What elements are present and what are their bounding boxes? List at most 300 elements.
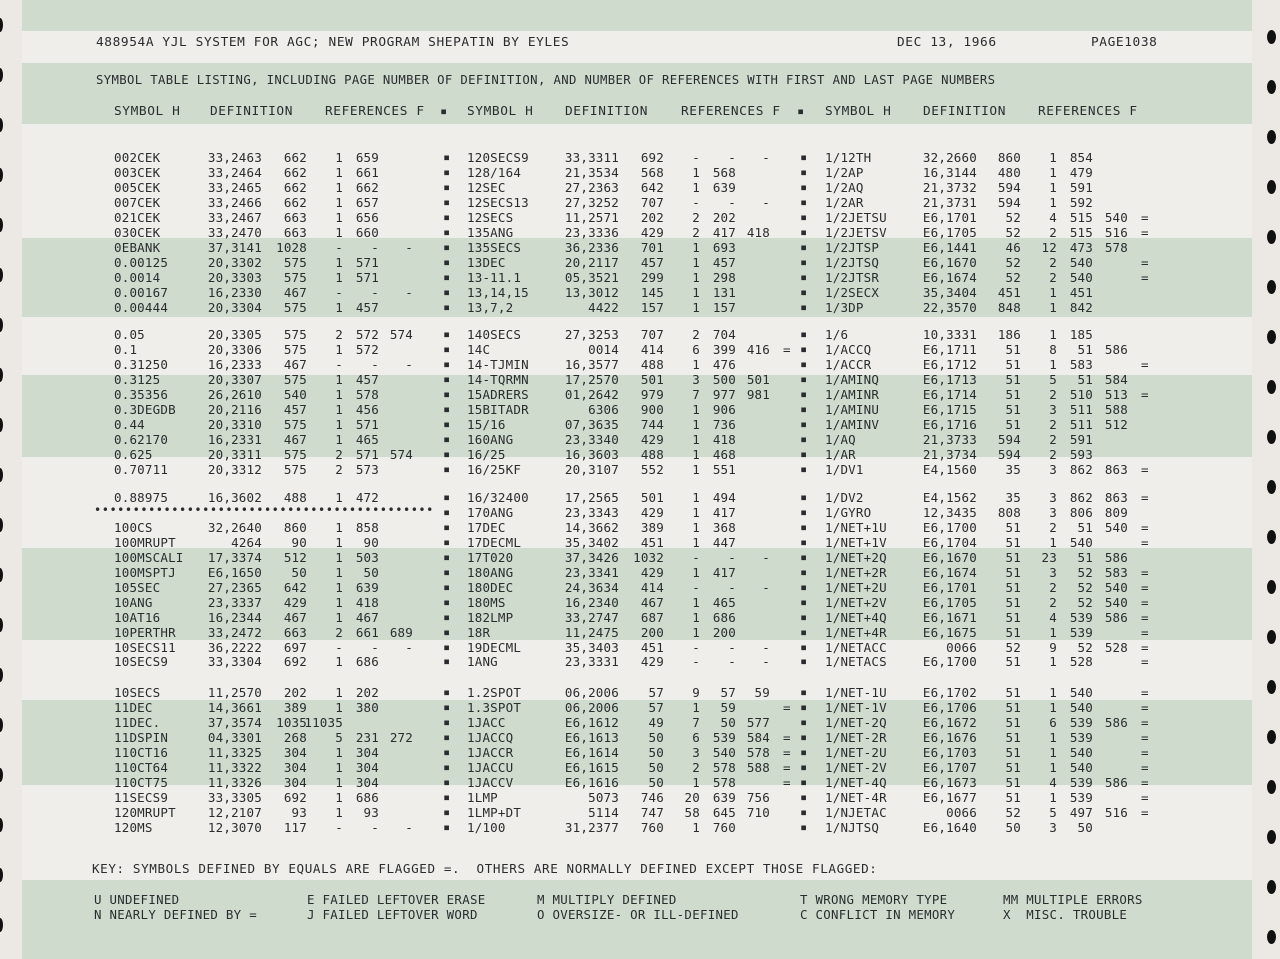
symbol: 0.3DEGDB [114,402,176,417]
column-separator-dot: ▪ [800,490,808,504]
ref-first: 51 [1077,520,1093,535]
column-separator-dot: ▪ [443,490,451,504]
ref-count: 2 [1049,447,1057,462]
ref-first: 539 [1069,610,1093,625]
symbol: 18R [467,625,491,640]
definition: E6,1700 [922,520,977,535]
ref-first: 862 [1069,462,1093,477]
column-separator-dot: ▪ [443,715,451,729]
ref-first: 858 [355,520,379,535]
column-separator-dot: ▪ [443,730,451,744]
column-separator-dot: ▪ [800,285,808,299]
symbol: 0.35356 [114,387,169,402]
ref-count: 1 [1049,357,1057,372]
definition: 06,2006 [564,700,619,715]
key-item: M MULTIPLY DEFINED [537,892,677,907]
ref-last: 528 [1104,640,1128,655]
column-separator-dot: ▪ [800,805,808,819]
ref-first: 511 [1069,417,1093,432]
symbol: 12SECS [467,210,514,225]
ref-first: 693 [712,240,736,255]
symbol: 030CEK [114,225,161,240]
symbol: 1JACCR [467,745,514,760]
flag: = [783,700,791,715]
symbol: 140SECS [467,327,522,342]
definition: 37,3426 [564,550,619,565]
ref-first: 368 [712,520,736,535]
def-page: 51 [1005,745,1021,760]
flag: = [1141,520,1149,535]
def-page: 52 [1005,805,1021,820]
def-page: 692 [283,654,307,669]
def-page: 575 [283,300,307,315]
symbol: 120SECS9 [467,150,529,165]
definition: 21,3731 [922,195,977,210]
symbol: 100CS [114,520,153,535]
def-page: 93 [291,805,307,820]
column-separator-dot: ▪ [800,775,808,789]
ref-count: 1 [335,535,343,550]
key-item: C CONFLICT IN MEMORY [800,907,956,922]
symbol: 10PERTHR [114,625,176,640]
column-separator-dot: ▪ [800,327,808,341]
definition: E6,1700 [922,654,977,669]
tractor-hole [0,268,3,282]
page-number: PAGE1038 [1091,35,1158,50]
symbol: 0.3125 [114,372,161,387]
symbol: 13,14,15 [467,285,529,300]
ref-count: - [692,654,700,669]
definition: E6,1716 [922,417,977,432]
definition: 16,3144 [922,165,977,180]
ref-first: 639 [712,180,736,195]
flag: = [1141,535,1149,550]
ref-last: 540 [1104,210,1128,225]
ref-count: 1 [1049,730,1057,745]
def-page: 51 [1005,580,1021,595]
column-separator-dot: ▪ [800,550,808,564]
symbol: 180DEC [467,580,514,595]
symbol: 16/25KF [467,462,522,477]
ref-first: 473 [1069,240,1093,255]
ref-first: 202 [355,685,379,700]
ref-count: 1 [1049,195,1057,210]
ref-first: 657 [355,195,379,210]
symbol: 1JACC [467,715,506,730]
def-page: 51 [1005,550,1021,565]
symbol: 1JACCQ [467,730,514,745]
def-page: 575 [283,342,307,357]
job-header: 488954A YJL SYSTEM FOR AGC; NEW PROGRAM SHEPATIN BY EYLES [96,35,570,50]
def-page: 467 [283,285,307,300]
column-separator-dot: ▪ [443,685,451,699]
definition: E6,1675 [922,625,977,640]
column-separator-dot: ▪ [443,255,451,269]
ref-first: 540 [712,745,736,760]
symbol: 1/NET-1U [825,685,887,700]
symbol: 14C [467,342,491,357]
ref-count: 1 [335,387,343,402]
ref-last: 574 [389,447,413,462]
ref-count: 1 [335,760,343,775]
ref-count: 1 [335,550,343,565]
ref-first: - [728,195,736,210]
ref-first: 842 [1069,300,1093,315]
definition: 37,3141 [207,240,262,255]
column-separator-dot: ▪ [800,580,808,594]
ref-first: 906 [712,402,736,417]
symbol: 1/100 [467,820,506,835]
def-page: 687 [640,610,664,625]
symbol: 10SECS [114,685,161,700]
ref-count: - [692,150,700,165]
tractor-hole [1267,580,1276,594]
symbol: 0.625 [114,447,153,462]
column-separator-dot: ▪ [443,300,451,314]
ref-last: - [762,580,770,595]
ref-last: - [762,150,770,165]
symbol: 105SEC [114,580,161,595]
ref-first: 51 [1077,372,1093,387]
column-separator-dot: ▪ [443,462,451,476]
symbol: 1/NET-2Q [825,715,887,730]
ref-first: - [728,580,736,595]
ref-first: 52 [1077,640,1093,655]
column-separator-dot: ▪ [440,104,448,118]
symbol: 135ANG [467,225,514,240]
tractor-hole [0,868,3,882]
ref-first: 93 [363,805,379,820]
col-header-symbol: SYMBOL H [825,104,892,119]
print-date: DEC 13, 1966 [897,35,997,50]
definition: E6,1640 [922,820,977,835]
def-page: 52 [1005,210,1021,225]
tractor-hole [0,118,3,132]
ref-first: 661 [355,625,379,640]
def-page: 51 [1005,565,1021,580]
ref-last: 863 [1104,490,1128,505]
def-page: 746 [640,790,664,805]
ref-count: 1 [1049,165,1057,180]
ref-last: 586 [1104,550,1128,565]
tractor-hole [1267,380,1276,394]
ref-count: 2 [1049,595,1057,610]
ref-count: 1 [335,165,343,180]
column-separator-dot: ▪ [443,387,451,401]
definition: 11,2475 [564,625,619,640]
def-page: 51 [1005,654,1021,669]
column-separator-dot: ▪ [443,565,451,579]
definition: E6,1703 [922,745,977,760]
symbol: 1/DV2 [825,490,864,505]
column-separator-dot: ▪ [800,372,808,386]
tractor-hole [1267,280,1276,294]
ref-count: 1 [692,595,700,610]
ref-last: 516 [1104,805,1128,820]
ref-first: 511 [1069,402,1093,417]
def-page: 860 [997,150,1021,165]
def-page: 52 [1005,225,1021,240]
symbol: 1/NET-1V [825,700,887,715]
ref-count: 1 [692,270,700,285]
ref-first: 540 [1069,270,1093,285]
tractor-hole [0,368,3,382]
definition: 21,3534 [564,165,619,180]
def-page: 594 [997,195,1021,210]
def-page: 594 [997,180,1021,195]
ref-count: 1 [335,580,343,595]
definition: 23,3340 [564,432,619,447]
def-page: 488 [640,447,664,462]
symbol: 1/2SECX [825,285,880,300]
definition: 0066 [946,805,977,820]
column-separator-dot: ▪ [443,775,451,789]
symbol: 1/ACCR [825,357,872,372]
ref-last: 756 [746,790,770,805]
def-page: 389 [283,700,307,715]
definition: 20,2117 [564,255,619,270]
ref-last: 588 [1104,402,1128,417]
symbol: 10ANG [114,595,153,610]
ref-count: 23 [1041,550,1057,565]
ref-first: 578 [712,775,736,790]
symbol: 1/NETACC [825,640,887,655]
def-page: 575 [283,327,307,342]
ref-count: 6 [692,730,700,745]
col-header-symbol: SYMBOL H [114,104,181,119]
ref-first: 540 [1069,685,1093,700]
tractor-hole [0,618,3,632]
definition: E6,1674 [922,270,977,285]
ref-first: 418 [712,432,736,447]
symbol: 1/AR [825,447,856,462]
ref-first: 52 [1077,565,1093,580]
symbol: 0.00167 [114,285,169,300]
definition: 16,2330 [207,285,262,300]
flag: = [1141,595,1149,610]
def-page: 304 [283,760,307,775]
symbol: 1/2JTSR [825,270,880,285]
column-separator-dot: ▪ [443,432,451,446]
def-page: 157 [640,300,664,315]
symbol: 0.70711 [114,462,169,477]
def-page: 51 [1005,417,1021,432]
definition: 24,3634 [564,580,619,595]
def-page: 979 [640,387,664,402]
symbol: 19DECML [467,640,522,655]
ref-count: 3 [1049,505,1057,520]
ref-count: 1 [692,462,700,477]
column-separator-dot: ▪ [800,745,808,759]
ref-first: 500 [712,372,736,387]
ref-last: - [405,820,413,835]
definition: 10,3331 [922,327,977,342]
definition: 36,2222 [207,640,262,655]
ref-first: 539 [1069,790,1093,805]
def-page: 429 [640,565,664,580]
ref-count: 1 [692,820,700,835]
column-separator-dot: ▪ [443,745,451,759]
ref-count: 4 [1049,610,1057,625]
ref-count: 3 [1049,565,1057,580]
def-page: 1032 [633,550,664,565]
ref-count: 1 [335,180,343,195]
symbol: 1/NETACS [825,654,887,669]
def-page: 747 [640,805,664,820]
def-page: 429 [640,432,664,447]
column-separator-dot: ▪ [800,520,808,534]
def-page: 186 [997,327,1021,342]
ref-first: 52 [1077,580,1093,595]
def-page: 299 [640,270,664,285]
def-page: 552 [640,462,664,477]
ref-count: - [335,240,343,255]
ref-first: 457 [712,255,736,270]
green-band [22,0,1252,31]
ref-first: 760 [712,820,736,835]
definition: 22,3570 [922,300,977,315]
column-separator-dot: ▪ [443,820,451,834]
def-page: 760 [640,820,664,835]
ref-count: 3 [1049,490,1057,505]
flag: = [1141,715,1149,730]
definition: 20,3303 [207,270,262,285]
definition: 35,3404 [922,285,977,300]
def-page: 692 [640,150,664,165]
flag: = [1141,685,1149,700]
ref-last: 513 [1104,387,1128,402]
column-separator-dot: ▪ [800,165,808,179]
symbol: 1/NET+1V [825,535,887,550]
def-page: 117 [283,820,307,835]
definition: E6,1705 [922,595,977,610]
def-page: 50 [291,565,307,580]
ref-first: 659 [355,150,379,165]
definition: E6,1707 [922,760,977,775]
definition: 27,2363 [564,180,619,195]
ref-count: 1 [335,565,343,580]
def-page: 52 [1005,640,1021,655]
symbol: 1/2JTSQ [825,255,880,270]
definition: 33,2463 [207,150,262,165]
definition: 0066 [946,640,977,655]
ref-last: 416 [746,342,770,357]
tractor-hole [0,568,3,582]
definition: E6,1704 [922,535,977,550]
flag: = [1141,255,1149,270]
ref-count: - [692,640,700,655]
tractor-hole [0,818,3,832]
column-separator-dot: ▪ [443,447,451,461]
ref-first: 583 [1069,357,1093,372]
ref-first: 578 [712,760,736,775]
symbol: 13,7,2 [467,300,514,315]
symbol: 170ANG [467,505,514,520]
ref-first: 418 [355,595,379,610]
ref-last: 710 [746,805,770,820]
def-page: 594 [997,447,1021,462]
definition: 17,2565 [564,490,619,505]
symbol: 180MS [467,595,506,610]
ref-first: 417 [712,565,736,580]
definition: E6,1613 [564,730,619,745]
symbol: 14-TQRMN [467,372,529,387]
ref-first: 704 [712,327,736,342]
tractor-hole [1267,880,1276,894]
ref-first: 456 [355,402,379,417]
ref-count: 1 [335,195,343,210]
ref-count: 2 [1049,387,1057,402]
symbol: 1/NJTSQ [825,820,880,835]
tractor-hole [1267,230,1276,244]
ref-count: 8 [1049,342,1057,357]
tractor-hole [1267,330,1276,344]
column-separator-dot: ▪ [797,104,805,118]
column-separator-dot: ▪ [443,225,451,239]
definition: 4264 [231,535,262,550]
def-page: 692 [283,790,307,805]
tractor-hole [0,468,3,482]
symbol: 100MRUPT [114,535,176,550]
ref-last: 578 [746,745,770,760]
column-separator-dot: ▪ [443,327,451,341]
column-separator-dot: ▪ [800,150,808,164]
flag: = [1141,565,1149,580]
ref-count: 2 [692,210,700,225]
column-separator-dot: ▪ [443,700,451,714]
def-page: 57 [648,685,664,700]
ref-count: 1 [692,505,700,520]
symbol: 1/NET+2Q [825,550,887,565]
definition: 35,3402 [564,535,619,550]
tractor-hole [1267,630,1276,644]
symbol: 0.05 [114,327,145,342]
flag: = [1141,210,1149,225]
definition: 11,3326 [207,775,262,790]
ref-count: 1 [335,372,343,387]
ref-first: 661 [355,165,379,180]
ref-count: 1 [335,805,343,820]
ref-count: 1 [1049,150,1057,165]
tractor-hole [1267,730,1276,744]
symbol: 1/AQ [825,432,856,447]
ref-count: 1 [692,625,700,640]
def-page: 46 [1005,240,1021,255]
definition: 5114 [588,805,619,820]
symbol: 13DEC [467,255,506,270]
ref-count: 1 [335,745,343,760]
definition: 16,2331 [207,432,262,447]
key-item: MM MULTIPLE ERRORS [1003,892,1143,907]
definition: 21,3734 [922,447,977,462]
ref-first: 298 [712,270,736,285]
symbol: 1/NET+2U [825,580,887,595]
ref-last: 574 [389,327,413,342]
ref-count: 2 [1049,270,1057,285]
def-page: 662 [283,195,307,210]
definition: 32,2640 [207,520,262,535]
flag: = [783,342,791,357]
ref-count: 1 [335,255,343,270]
definition: 5073 [588,790,619,805]
column-separator-dot: ▪ [800,432,808,446]
symbol: 1/AMINU [825,402,880,417]
symbol: 1/NET-2V [825,760,887,775]
flag: = [1141,745,1149,760]
symbol: 11DEC [114,700,153,715]
flag: = [1141,490,1149,505]
symbol: 1/DV1 [825,462,864,477]
